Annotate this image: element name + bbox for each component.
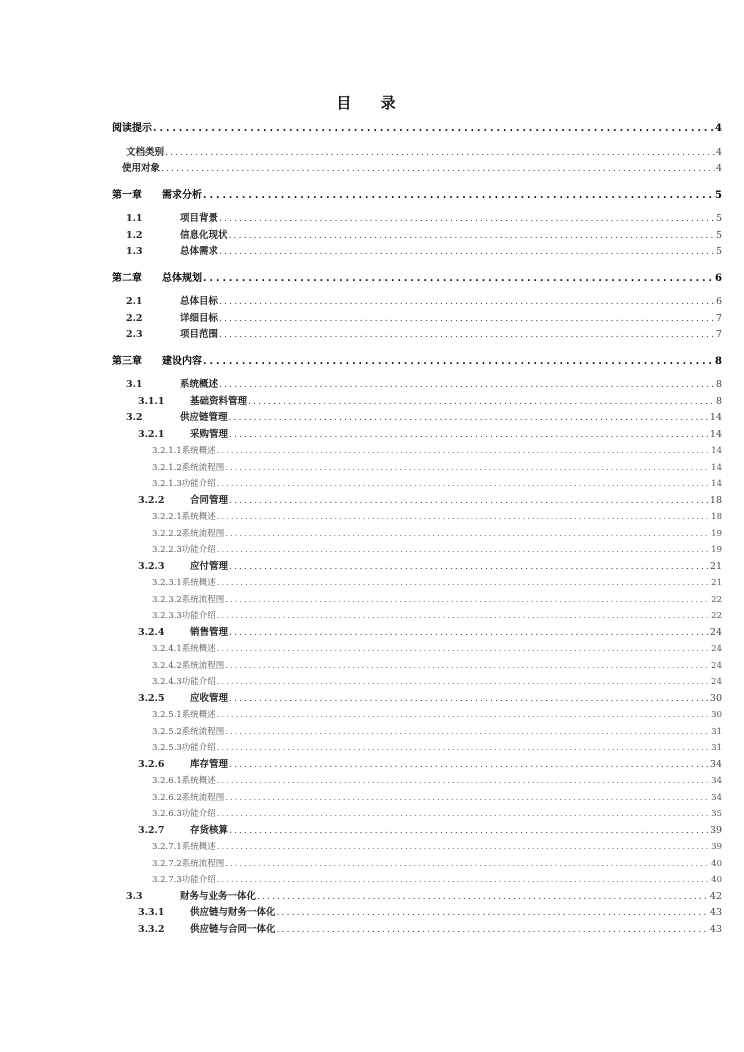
table-of-contents xyxy=(112,121,722,938)
toc-entry-title: 建设内容 xyxy=(162,355,202,367)
dot-leader xyxy=(219,244,715,261)
toc-entry-number: 3.2.5.2 xyxy=(152,726,182,737)
toc-entry[interactable] xyxy=(112,658,722,675)
toc-entry-title: 阅读提示 xyxy=(112,123,152,134)
toc-entry-page-number: 24 xyxy=(711,677,722,687)
toc-entry[interactable] xyxy=(112,394,722,411)
toc-entry-page-number: 39 xyxy=(711,842,722,852)
toc-entry-title: 系统流程图 xyxy=(181,528,225,539)
dot-leader xyxy=(217,674,710,691)
toc-entry[interactable] xyxy=(112,460,722,477)
toc-entry[interactable] xyxy=(112,188,722,205)
toc-entry-page-number: 30 xyxy=(711,710,722,720)
toc-entry-number: 3.2.2.3 xyxy=(152,545,182,555)
toc-entry[interactable] xyxy=(112,592,722,609)
toc-entry-number: 3.2.4.3 xyxy=(152,677,182,687)
toc-entry-title: 总体需求 xyxy=(180,246,219,257)
toc-entry-title: 基础资料管理 xyxy=(190,395,248,407)
dot-leader xyxy=(225,790,710,807)
dot-leader xyxy=(229,493,709,510)
toc-entry-page-number: 31 xyxy=(711,726,722,737)
toc-entry-page-number: 22 xyxy=(711,594,722,605)
toc-entry-title: 系统流程图 xyxy=(181,792,225,803)
toc-entry-number: 3.2.4.1 xyxy=(152,644,182,654)
toc-entry[interactable] xyxy=(112,724,722,741)
toc-entry[interactable] xyxy=(112,145,722,162)
toc-entry-page-number: 14 xyxy=(709,412,722,423)
toc-entry[interactable] xyxy=(112,228,722,245)
dot-leader xyxy=(217,476,710,493)
toc-entry-page-number: 24 xyxy=(709,626,722,638)
toc-entry[interactable] xyxy=(112,922,722,939)
page-title: 目 录 xyxy=(336,94,408,112)
toc-entry-title: 合同管理 xyxy=(190,494,229,506)
dot-leader xyxy=(217,542,710,559)
toc-entry-title: 采购管理 xyxy=(190,428,229,440)
toc-entry-page-number: 43 xyxy=(709,923,722,935)
dot-leader xyxy=(219,211,715,228)
toc-entry[interactable] xyxy=(112,740,722,757)
toc-entry-number: 3.2.6 xyxy=(138,758,165,770)
toc-entry-number: 3.3 xyxy=(126,890,143,902)
toc-entry-number: 3.1.1 xyxy=(138,395,165,407)
dot-leader xyxy=(229,427,709,444)
dot-leader xyxy=(217,839,710,856)
toc-entry-number: 1.1 xyxy=(126,213,143,224)
dot-leader xyxy=(203,188,714,205)
toc-entry-page-number: 22 xyxy=(711,611,722,621)
dot-leader xyxy=(219,294,715,311)
toc-entry-title: 系统概述 xyxy=(181,842,216,852)
toc-entry[interactable] xyxy=(112,856,722,873)
dot-leader xyxy=(219,311,715,328)
toc-entry-number: 3.2.6.2 xyxy=(152,792,182,803)
toc-entry[interactable] xyxy=(112,294,722,311)
toc-entry-number: 3.2.7.2 xyxy=(152,858,182,869)
toc-entry-number: 3.2.3.3 xyxy=(152,611,182,621)
toc-entry-number: 3.2.1.2 xyxy=(152,462,182,473)
toc-entry-number: 3.2.7.3 xyxy=(152,875,182,885)
toc-entry-page-number: 21 xyxy=(711,578,722,588)
toc-entry-number: 3.3.1 xyxy=(138,907,165,918)
toc-entry[interactable] xyxy=(112,211,722,228)
toc-entry-number: 3.2.5.3 xyxy=(152,743,182,753)
toc-entry-page-number: 5 xyxy=(715,246,722,257)
dot-leader xyxy=(229,757,709,774)
toc-entry-title: 总体目标 xyxy=(180,296,219,307)
toc-entry-number: 3.2.3.1 xyxy=(152,578,182,588)
toc-entry[interactable] xyxy=(112,757,722,774)
dot-leader xyxy=(225,592,710,609)
toc-entry-number: 2.3 xyxy=(126,329,143,340)
toc-entry[interactable] xyxy=(112,905,722,922)
toc-entry[interactable] xyxy=(112,121,722,138)
toc-entry-page-number: 5 xyxy=(715,229,722,241)
toc-entry[interactable] xyxy=(112,823,722,840)
dot-leader xyxy=(219,377,715,394)
dot-leader xyxy=(277,922,709,939)
toc-entry-title: 供应链管理 xyxy=(180,412,228,423)
dot-leader xyxy=(277,905,709,922)
toc-entry[interactable] xyxy=(112,707,722,724)
dot-leader xyxy=(229,559,709,576)
toc-entry[interactable] xyxy=(112,476,722,493)
toc-entry-page-number: 34 xyxy=(711,792,722,803)
toc-entry[interactable] xyxy=(112,377,722,394)
toc-entry[interactable] xyxy=(112,872,722,889)
toc-entry[interactable] xyxy=(112,311,722,328)
toc-entry-page-number: 18 xyxy=(709,494,722,506)
dot-leader xyxy=(217,806,710,823)
dot-leader xyxy=(203,354,714,371)
toc-entry-title: 详细目标 xyxy=(180,312,219,324)
toc-entry[interactable] xyxy=(112,790,722,807)
toc-entry[interactable] xyxy=(112,641,722,658)
dot-leader xyxy=(217,608,710,625)
dot-leader xyxy=(229,823,709,840)
toc-entry-number: 1.2 xyxy=(126,229,143,241)
toc-entry[interactable] xyxy=(112,410,722,427)
toc-entry-title: 项目范围 xyxy=(180,329,219,340)
toc-entry[interactable] xyxy=(112,559,722,576)
toc-entry[interactable] xyxy=(112,327,722,344)
toc-entry-page-number: 42 xyxy=(709,890,722,902)
dot-leader xyxy=(248,394,715,411)
toc-entry-number: 3.2.2.2 xyxy=(152,528,182,539)
toc-entry-page-number: 35 xyxy=(711,809,722,819)
toc-entry-title: 系统流程图 xyxy=(181,462,225,473)
toc-entry-title: 应付管理 xyxy=(190,560,229,572)
toc-entry-number: 1.3 xyxy=(126,246,143,257)
toc-entry-number: 3.1 xyxy=(126,379,143,390)
dot-leader xyxy=(219,327,715,344)
toc-entry-page-number: 40 xyxy=(711,875,722,885)
dot-leader xyxy=(165,145,715,162)
dot-leader xyxy=(225,460,710,477)
toc-entry-number: 第三章 xyxy=(112,355,142,367)
toc-entry-page-number: 21 xyxy=(709,560,722,572)
toc-entry-title: 系统概述 xyxy=(181,512,216,522)
toc-entry[interactable] xyxy=(112,889,722,906)
toc-entry-number: 2.1 xyxy=(126,296,143,307)
toc-entry-number: 2.2 xyxy=(126,312,143,324)
toc-entry-page-number: 4 xyxy=(715,163,722,174)
toc-entry-title: 系统概述 xyxy=(181,710,216,720)
toc-entry-page-number: 19 xyxy=(711,528,722,539)
toc-entry-title: 使用对象 xyxy=(122,163,161,174)
toc-entry-number: 3.2.7 xyxy=(138,824,165,836)
toc-entry-title: 财务与业务一体化 xyxy=(180,890,257,902)
toc-entry-page-number: 43 xyxy=(709,907,722,918)
toc-entry[interactable] xyxy=(112,674,722,691)
dot-leader xyxy=(203,271,714,288)
toc-entry-page-number: 14 xyxy=(709,428,722,440)
toc-entry-page-number: 5 xyxy=(715,213,722,224)
dot-leader xyxy=(217,443,710,460)
toc-entry[interactable] xyxy=(112,839,722,856)
toc-entry-number: 3.3.2 xyxy=(138,923,165,935)
toc-entry[interactable] xyxy=(112,575,722,592)
toc-entry[interactable] xyxy=(112,509,722,526)
toc-entry-page-number: 8 xyxy=(715,395,722,407)
dot-leader xyxy=(225,856,710,873)
toc-entry-title: 库存管理 xyxy=(190,758,229,770)
toc-entry-page-number: 7 xyxy=(715,312,722,324)
toc-entry-title: 功能介绍 xyxy=(181,677,216,687)
toc-entry-number: 3.2.6.3 xyxy=(152,809,182,819)
dot-leader xyxy=(217,872,710,889)
toc-entry-page-number: 4 xyxy=(715,146,722,158)
toc-entry-number: 3.2.1 xyxy=(138,428,165,440)
toc-entry-number: 3.2.2.1 xyxy=(152,512,182,522)
toc-entry[interactable] xyxy=(112,443,722,460)
toc-entry-title: 存货核算 xyxy=(190,824,229,836)
toc-entry[interactable] xyxy=(112,806,722,823)
dot-leader xyxy=(229,625,709,642)
dot-leader xyxy=(257,889,709,906)
toc-entry[interactable] xyxy=(112,161,722,178)
toc-entry[interactable] xyxy=(112,354,722,371)
toc-entry-number: 第一章 xyxy=(112,189,142,201)
toc-entry-title: 应收管理 xyxy=(190,692,229,704)
toc-entry-page-number: 34 xyxy=(711,776,722,786)
toc-entry-page-number: 18 xyxy=(711,512,722,522)
toc-entry-title: 功能介绍 xyxy=(181,611,216,621)
toc-entry-title: 功能介绍 xyxy=(181,743,216,753)
toc-entry-title: 项目背景 xyxy=(180,213,219,224)
toc-entry-number: 3.2.5.1 xyxy=(152,710,182,720)
toc-entry-page-number: 4 xyxy=(715,123,722,134)
toc-entry-page-number: 31 xyxy=(711,743,722,753)
toc-entry-page-number: 14 xyxy=(711,462,722,473)
toc-entry-page-number: 8 xyxy=(715,379,722,390)
toc-entry-title: 系统流程图 xyxy=(181,726,225,737)
toc-entry-title: 系统流程图 xyxy=(181,594,225,605)
toc-entry-page-number: 6 xyxy=(715,272,722,284)
dot-leader xyxy=(217,641,710,658)
toc-entry-page-number: 7 xyxy=(715,329,722,340)
toc-entry[interactable] xyxy=(112,427,722,444)
toc-entry-title: 需求分析 xyxy=(162,189,202,201)
toc-entry-title: 供应链与财务一体化 xyxy=(190,907,276,918)
toc-entry-title: 供应链与合同一体化 xyxy=(190,923,276,935)
toc-entry-number: 3.2.1.1 xyxy=(152,446,182,456)
toc-entry-number: 3.2 xyxy=(126,412,143,423)
toc-entry[interactable] xyxy=(112,244,722,261)
dot-leader xyxy=(217,707,710,724)
toc-entry-number: 3.2.7.1 xyxy=(152,842,182,852)
toc-entry-title: 信息化现状 xyxy=(180,229,228,241)
toc-entry-title: 系统概述 xyxy=(180,379,219,390)
toc-entry-title: 总体规划 xyxy=(162,272,202,284)
toc-entry[interactable] xyxy=(112,526,722,543)
toc-entry-page-number: 24 xyxy=(711,644,722,654)
toc-entry-page-number: 14 xyxy=(711,446,722,456)
toc-entry-number: 3.2.3.2 xyxy=(152,594,182,605)
toc-entry-title: 功能介绍 xyxy=(181,809,216,819)
toc-entry-number: 3.2.4.2 xyxy=(152,660,182,671)
toc-entry-page-number: 40 xyxy=(711,858,722,869)
toc-entry-number: 3.2.5 xyxy=(138,692,165,704)
toc-entry-number: 第二章 xyxy=(112,272,142,284)
toc-entry-page-number: 14 xyxy=(711,479,722,489)
toc-entry[interactable] xyxy=(112,271,722,288)
toc-entry-page-number: 5 xyxy=(715,189,722,201)
dot-leader xyxy=(153,121,714,138)
toc-entry-page-number: 24 xyxy=(711,660,722,671)
toc-entry-title: 系统概述 xyxy=(181,644,216,654)
toc-entry[interactable] xyxy=(112,493,722,510)
dot-leader xyxy=(217,575,710,592)
toc-entry[interactable] xyxy=(112,608,722,625)
toc-entry-page-number: 34 xyxy=(709,758,722,770)
dot-leader xyxy=(217,509,710,526)
dot-leader xyxy=(229,228,715,245)
toc-entry-number: 3.2.3 xyxy=(138,560,165,572)
toc-entry[interactable] xyxy=(112,691,722,708)
toc-entry-page-number: 39 xyxy=(709,824,722,836)
toc-entry-number: 3.2.1.3 xyxy=(152,479,182,489)
toc-entry[interactable] xyxy=(112,542,722,559)
dot-leader xyxy=(217,740,710,757)
toc-entry-page-number: 8 xyxy=(715,355,722,367)
toc-entry-title: 销售管理 xyxy=(190,626,229,638)
dot-leader xyxy=(225,526,710,543)
toc-entry-page-number: 19 xyxy=(711,545,722,555)
toc-entry[interactable] xyxy=(112,625,722,642)
dot-leader xyxy=(225,658,710,675)
toc-entry-title: 系统概述 xyxy=(181,446,216,456)
toc-entry-title: 系统概述 xyxy=(181,578,216,588)
toc-entry-title: 系统流程图 xyxy=(181,660,225,671)
toc-entry-number: 3.2.2 xyxy=(138,494,165,506)
dot-leader xyxy=(217,773,710,790)
toc-entry[interactable] xyxy=(112,773,722,790)
dot-leader xyxy=(229,691,709,708)
dot-leader xyxy=(229,410,709,427)
toc-entry-title: 功能介绍 xyxy=(181,479,216,489)
toc-entry-title: 系统流程图 xyxy=(181,858,225,869)
toc-entry-page-number: 6 xyxy=(715,296,722,307)
dot-leader xyxy=(225,724,710,741)
toc-entry-title: 系统概述 xyxy=(181,776,216,786)
toc-entry-number: 3.2.4 xyxy=(138,626,165,638)
toc-entry-page-number: 30 xyxy=(709,692,722,704)
toc-entry-title: 功能介绍 xyxy=(181,545,216,555)
toc-entry-title: 文档类别 xyxy=(126,146,165,158)
dot-leader xyxy=(161,161,715,178)
toc-entry-number: 3.2.6.1 xyxy=(152,776,182,786)
toc-entry-title: 功能介绍 xyxy=(181,875,216,885)
